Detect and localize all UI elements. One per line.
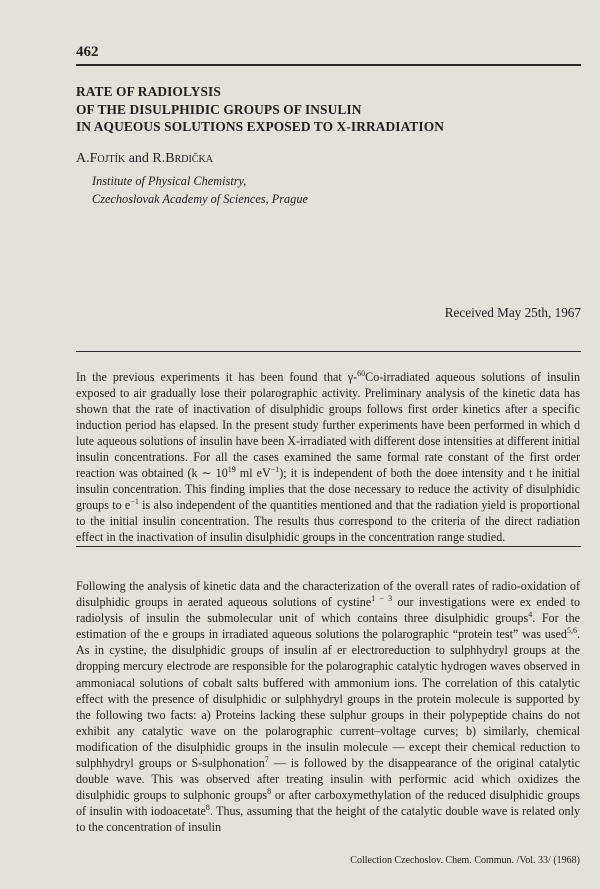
abstract-text: Co-irradiated aqueous solutions of insulin exposed to air gradually lose their polarographic activity. Preliminary analysis of the kinetic data has shown that the rate of inactivation of disulphidic groups follows first order kinetics after a specific induction period has elapsed. In the present study further experiments have been performed in which d lute aqueous solutions of insulin have been X-irradiated with different dose intensities at different initial insulin concentrations. For all the cases examined the same formal rate constant of the first order reaction was obtained (k ∼ 10 (76, 370, 581, 481)
title-line: IN AQUEOUS SOLUTIONS EXPOSED TO X-IRRADIATION (76, 119, 444, 134)
affiliation (92, 172, 308, 208)
body-text: — is followed by the disappearance of the original catalytic double wave. This was observed after treating insulin with performic acid which oxidizes the disulphidic groups to sulphonic groups (76, 756, 580, 803)
affiliation-line: Czechoslovak Academy of Sciences, Prague (92, 192, 308, 206)
reference-superscript: 5,6 (566, 626, 577, 636)
abstract (76, 369, 580, 546)
title-line: OF THE DISULPHIDIC GROUPS OF INSULIN (76, 101, 362, 117)
superscript: 60 (357, 368, 366, 378)
body-paragraph (76, 578, 580, 836)
abstract-text: is also independent of the quantities mentioned and that the radiation yield is proportional to the initial insulin concentration. The results thus correspond to the criteria of the direct radiation effect in the inactivation of insulin disulphidic groups in the concentration range studied. (76, 498, 580, 545)
authors (76, 151, 213, 167)
abstract-text: ); it is independent of both the doee intensity and t he initial insulin concentration. This finding implies that the dose necessary to reduce the activity of disulphidic groups to e (76, 466, 580, 513)
journal-footer: Collection Czechoslov. Chem. Commun. /Vol. 33/ (1968) (350, 855, 580, 866)
abstract-text: In the previous experiments it has been found that γ- (76, 370, 358, 384)
body-text: . For the estimation of the e groups in irradiated aqueous solutions the polarographic “protein test” was used (76, 611, 580, 642)
author-conjunction: and (125, 151, 153, 166)
superscript: −1 (130, 497, 139, 507)
article-title (76, 83, 581, 136)
header-rule (76, 64, 581, 66)
page-number: 462 (76, 44, 99, 60)
superscript: 19 (227, 465, 236, 475)
body-text: our investigations were ex ended to radiolysis of insulin the submolecular unit of which contains three disulphidic groups (76, 595, 580, 626)
author-initial: A. (76, 151, 90, 166)
body-text: . As in cystine, the disulphidic groups of insulin af er electroreduction to sulphhydryl groups at the dropping mercury electrode are responsible for the polarographic catalytic hydrogen waves observed in ammoniacal solutions of cobalt salts buffered with ammonium ions. The correlation of this catalytic effect with the presence of disulphidic or sulphhydryl groups in the protein molecule is supported by the following two facts: a) Proteins lacking these sulphur groups in their polypeptide chains do not exhibit any catalytic wave on the polarographic current–voltage curves; b) similarly, chemical modification of the disulphidic groups in the insulin molecule — except their chemical reduction to sulphhydryl groups or S-sulphonation (76, 627, 580, 771)
received-date: Received May 25th, 1967 (444, 305, 581, 320)
superscript: −1 (270, 465, 280, 475)
reference-superscript: 8 (267, 787, 272, 797)
author-name: Fojtík (89, 151, 126, 166)
author-initial: R. (152, 151, 166, 166)
reference-superscript: 1 − 3 (371, 594, 393, 604)
reference-superscript: 7 (264, 755, 269, 764)
body-text: Following the analysis of kinetic data and the characterization of the overall rates of radio-oxidation of disulphidic groups in aerated aqueous solutions of cystine (76, 579, 580, 610)
title-line: RATE OF RADIOLYSIS (76, 84, 221, 99)
abstract-top-rule (76, 351, 581, 352)
abstract-bottom-rule (76, 546, 581, 547)
body-text: . Thus, assuming that the height of the catalytic double wave is related only to the concentration of insulin (76, 804, 580, 835)
affiliation-line: Institute of Physical Chemistry, (92, 174, 247, 188)
body-text: or after carboxymethylation of the reduced disulphidic groups of insulin with iodoacetate (76, 788, 580, 819)
reference-superscript: 4 (528, 610, 533, 620)
author-name: Brdička (165, 151, 213, 166)
reference-superscript: 8 (205, 803, 210, 813)
abstract-text: ml eV (235, 466, 271, 481)
